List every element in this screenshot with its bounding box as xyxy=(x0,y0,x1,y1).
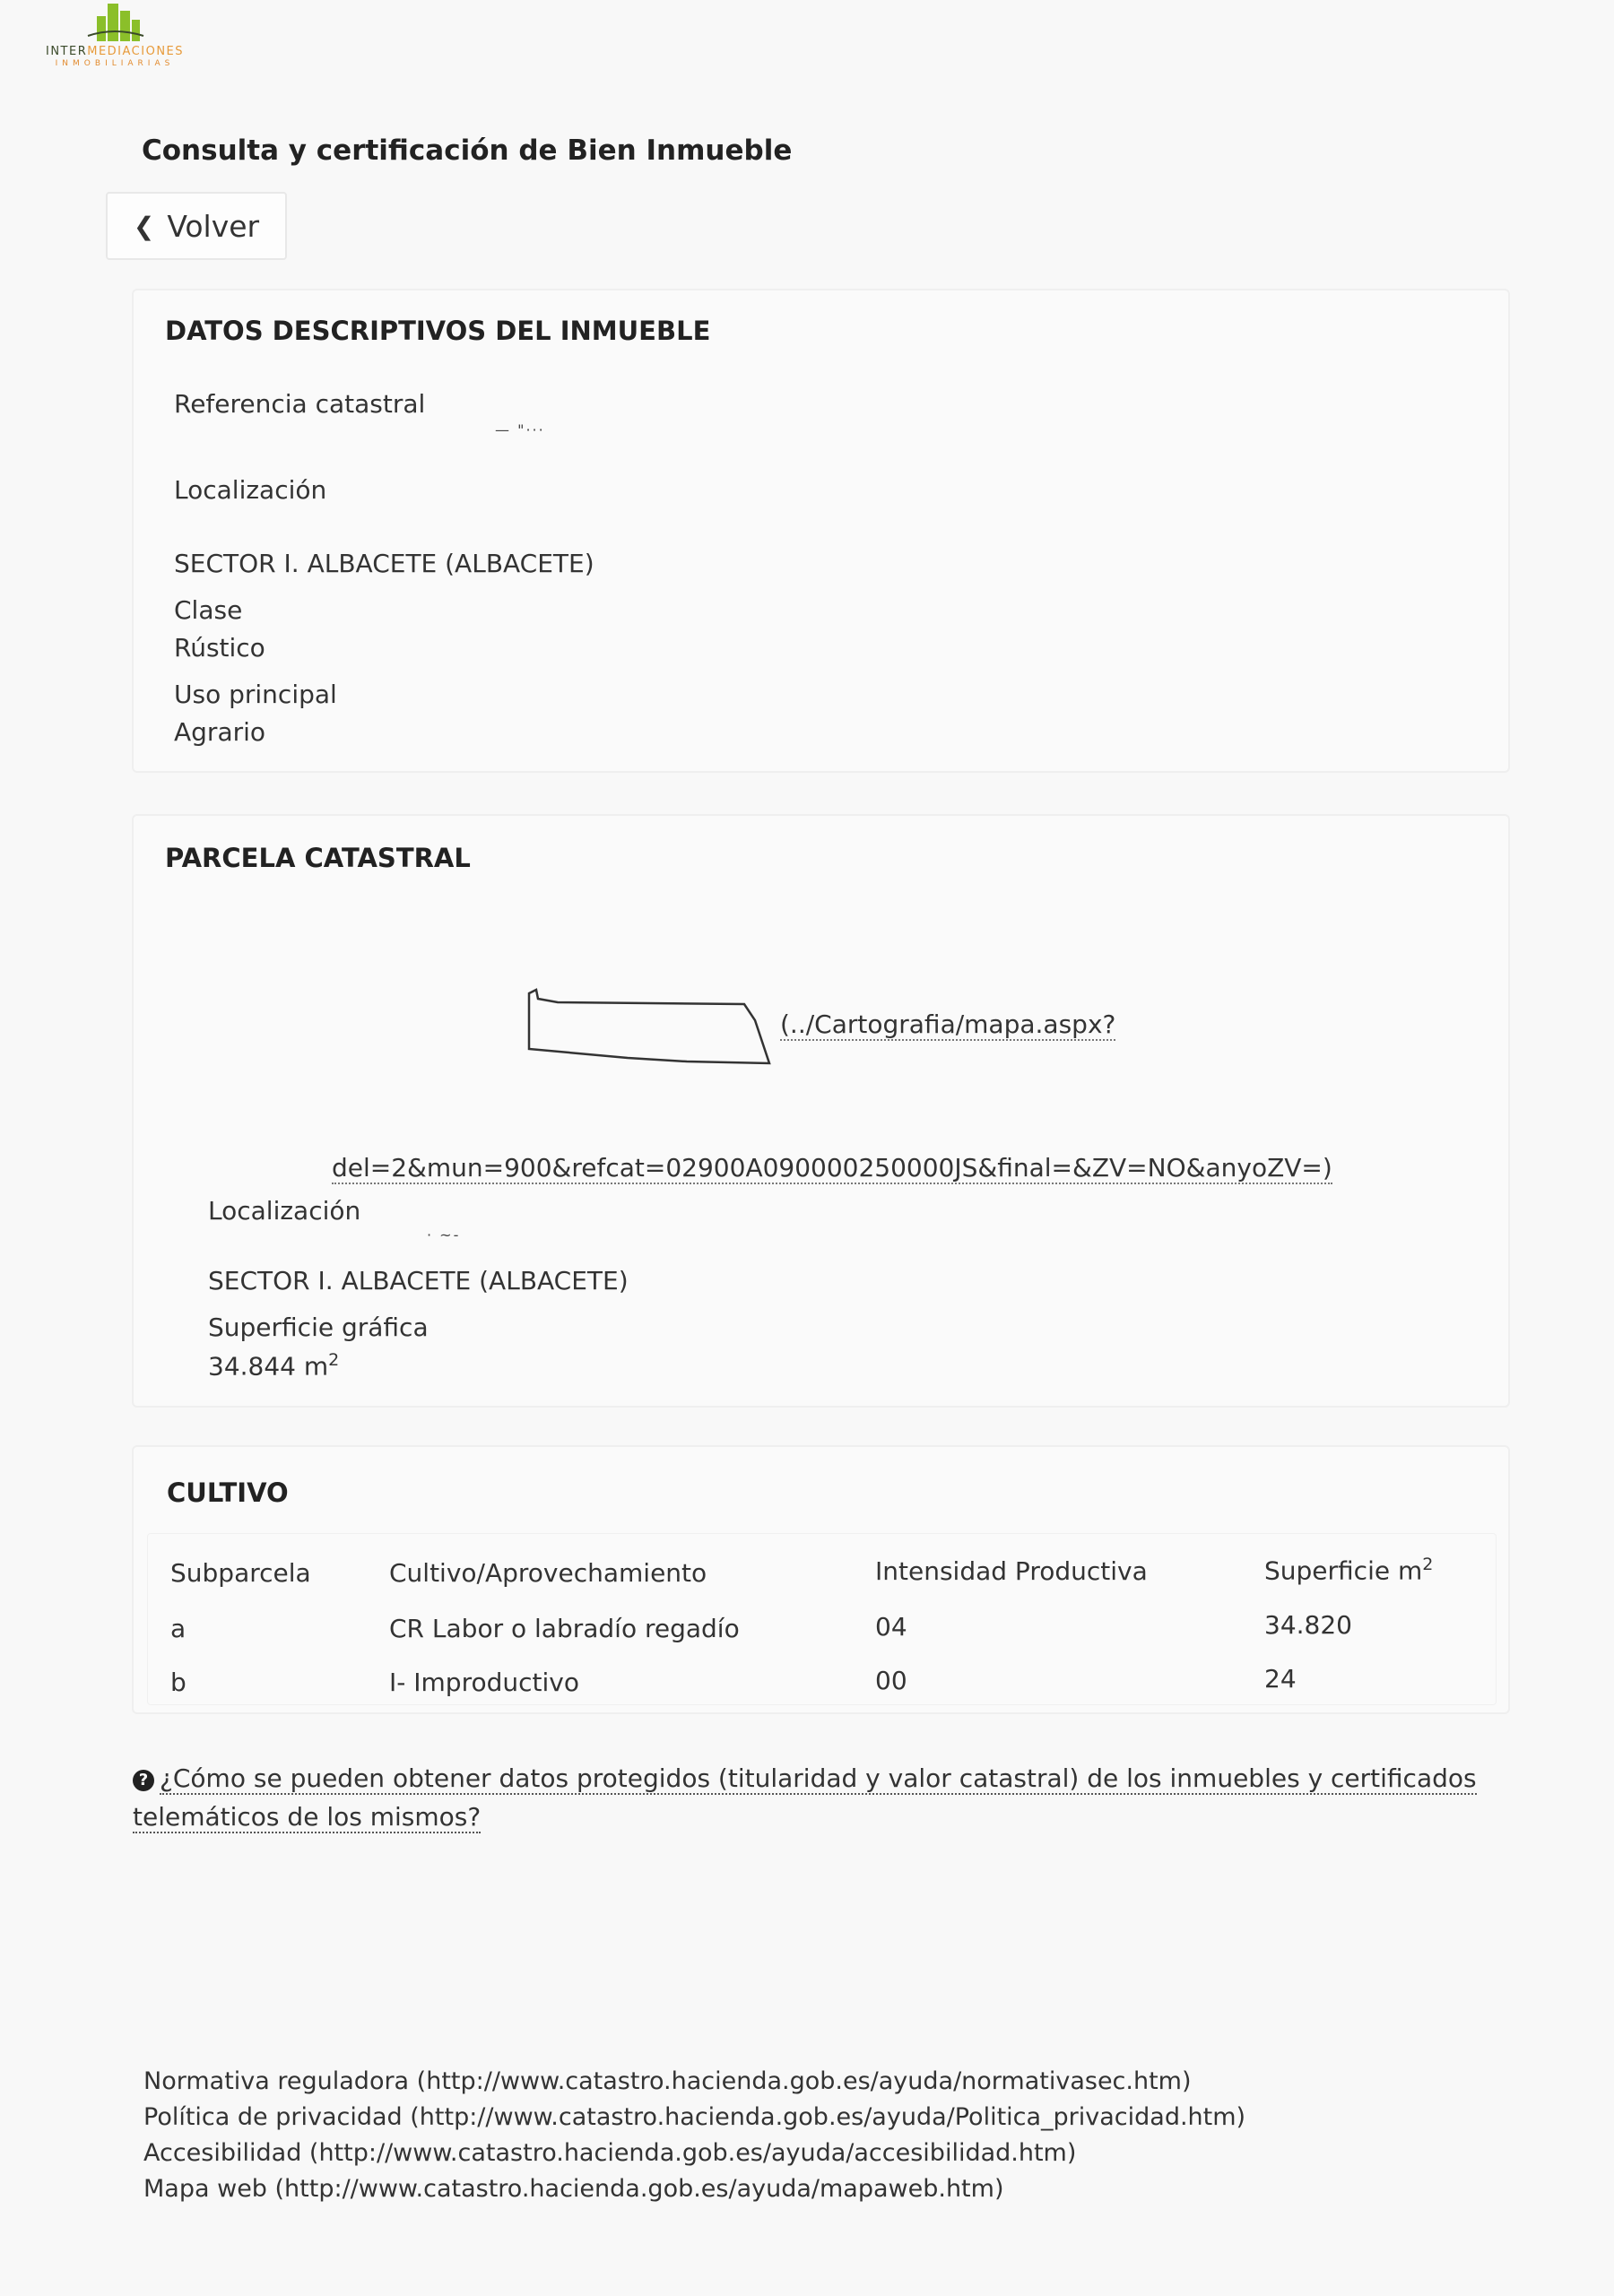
question-icon: ? xyxy=(133,1770,154,1791)
parcel-map-link-query[interactable]: del=2&mun=900&refcat=02900A090000250000JS&final=&ZV=NO&anyoZV=) xyxy=(332,1153,1332,1183)
back-button-label: Volver xyxy=(167,208,260,244)
brand-name: INTERMEDIACIONES xyxy=(45,45,185,58)
brand-subtitle: INMOBILIARIAS xyxy=(55,59,175,68)
surface-value: 34.844 $m^2$ xyxy=(208,1350,340,1382)
location-label: Localización xyxy=(174,475,327,505)
brand-logo xyxy=(34,0,195,90)
chevron-left-icon: ❮ xyxy=(133,211,155,241)
class-value: Rústico xyxy=(174,633,265,663)
parcel-shape-icon xyxy=(520,986,780,1076)
parcel-location-value: SECTOR I. ALBACETE (ALBACETE) xyxy=(208,1266,629,1295)
parcel-heading: PARCELA CATASTRAL xyxy=(165,843,471,873)
parcel-map-thumbnail[interactable] xyxy=(520,986,780,1079)
parcel-location-label: Localización xyxy=(208,1196,361,1226)
col-subplot: Subparcela xyxy=(170,1558,311,1588)
footer-link-privacidad[interactable]: Política de privacidad (http://www.catastro.hacienda.gob.es/ayuda/Politica_privacidad.htm) xyxy=(143,2103,1246,2131)
col-crop: Cultivo/Aprovechamiento xyxy=(389,1558,707,1588)
page-title: Consulta y certificación de Bien Inmueble xyxy=(142,134,793,167)
table-row-a-crop: CR Labor o labradío regadío xyxy=(389,1614,740,1643)
descriptive-data-panel xyxy=(132,289,1510,773)
back-button[interactable] xyxy=(106,192,287,260)
col-intensity: Intensidad Productiva xyxy=(875,1556,1148,1586)
location-value: SECTOR I. ALBACETE (ALBACETE) xyxy=(174,549,594,578)
footer-link-normativa[interactable]: Normativa reguladora (http://www.catastro.hacienda.gob.es/ayuda/normativasec.htm) xyxy=(143,2067,1192,2095)
table-row-a-surface: 34.820 xyxy=(1264,1610,1352,1640)
footer-link-accesibilidad[interactable]: Accesibilidad (http://www.catastro.hacienda.gob.es/ayuda/accesibilidad.htm) xyxy=(143,2139,1077,2167)
surface-label: Superficie gráfica xyxy=(208,1313,429,1342)
table-row-b-intensity: 00 xyxy=(875,1666,907,1695)
buildings-logo-icon xyxy=(81,0,149,43)
col-surface: Superficie $m^2$ xyxy=(1264,1555,1434,1586)
crops-heading: CULTIVO xyxy=(167,1477,289,1508)
table-row-b-subplot: b xyxy=(170,1668,187,1697)
footer-link-mapa-web[interactable]: Mapa web (http://www.catastro.hacienda.gob.es/ayuda/mapaweb.htm) xyxy=(143,2175,1004,2203)
parcel-map-link[interactable]: (../Cartografia/mapa.aspx? xyxy=(780,1009,1116,1039)
table-row-b-surface: 24 xyxy=(1264,1664,1297,1694)
ref-value: — "··· xyxy=(495,421,545,438)
descriptive-heading: DATOS DESCRIPTIVOS DEL INMUEBLE xyxy=(165,316,711,346)
parcel-location-mark: · ~- xyxy=(427,1226,461,1243)
use-value: Agrario xyxy=(174,717,266,747)
help-link[interactable]: ¿Cómo se pueden obtener datos protegidos (titularidad y valor catastral) de los inmuebles y certificados telemáticos de los mismos? xyxy=(133,1763,1477,1832)
help-protected-data xyxy=(133,1759,1478,1836)
ref-label: Referencia catastral xyxy=(174,389,426,419)
use-label: Uso principal xyxy=(174,680,337,709)
footer xyxy=(143,2064,1245,2207)
table-row-b-crop: I- Improductivo xyxy=(389,1668,579,1697)
table-row-a-subplot: a xyxy=(170,1614,187,1643)
class-label: Clase xyxy=(174,595,243,625)
table-row-a-intensity: 04 xyxy=(875,1612,907,1642)
